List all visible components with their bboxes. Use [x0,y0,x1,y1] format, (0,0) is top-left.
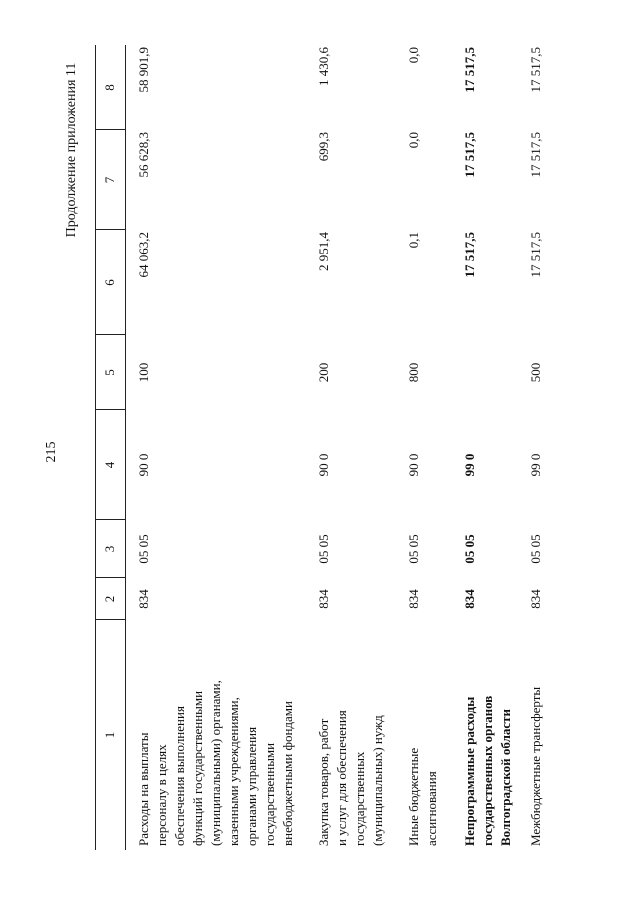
column-number-5: 5 [102,369,117,376]
row-label [315,620,387,846]
appendix-caption: Продолжение приложения 11 [64,62,79,238]
column-number-1: 1 [102,731,117,739]
row-label-line: Закупка товаров, работ [316,718,331,846]
cell-col-5: 200 [316,362,331,383]
cell-col-8: 1 430,6 [316,47,331,86]
row-label-line: Межбюджетные трансферты [528,686,543,846]
row-label-line: внебюджетными фондами [280,701,295,846]
cell-col-3: 05 05 [136,534,151,564]
cell-col-2: 834 [462,589,477,609]
header-bottom-rule [125,45,126,850]
row-label [461,620,515,846]
row-label-line: функций государственными [190,690,205,846]
row-label-line: Расходы на выплаты [136,732,151,846]
cell-col-6: 0,1 [406,232,421,249]
row-label-line: Иные бюджетные [406,747,421,846]
cell-col-7: 17 517,5 [462,132,477,178]
row-label-line: государственными [262,742,277,846]
cell-col-8: 17 517,5 [528,47,543,93]
budget-table [95,45,560,850]
row-label-line: и услуг для обеспечения [334,710,349,846]
cell-col-4: 90 0 [406,453,421,477]
row-label-line: персоналу в целях [154,744,169,846]
row-label [135,620,297,846]
row-label-line: Непрограммные расходы [462,696,477,846]
row-label-line: казенными учреждениями, [226,697,241,846]
cell-col-3: 05 05 [462,534,477,564]
cell-col-3: 05 05 [316,534,331,564]
table-top-rule [95,45,96,850]
cell-col-8: 0,0 [406,47,421,64]
cell-col-5: 500 [528,362,543,383]
cell-col-3: 05 05 [406,534,421,564]
row-label-line: (муниципальных) нужд [370,715,385,846]
cell-col-7: 17 517,5 [528,132,543,178]
cell-col-8: 17 517,5 [462,47,477,93]
cell-col-3: 05 05 [528,534,543,564]
cell-col-4: 90 0 [316,453,331,477]
column-number-2: 2 [102,595,117,603]
row-label-line: Волгоградской области [498,708,513,846]
cell-col-7: 699,3 [316,132,331,162]
cell-col-6: 17 517,5 [528,232,543,278]
cell-col-5: 800 [406,362,421,383]
cell-col-2: 834 [316,589,331,609]
cell-col-8: 58 901,9 [136,47,151,93]
row-label-line: органами управления [244,726,259,846]
cell-col-6: 2 951,4 [316,232,331,271]
page-number: 215 [44,441,59,463]
column-number-6: 6 [102,279,117,286]
cell-col-7: 56 628,3 [136,132,151,178]
cell-col-2: 834 [528,589,543,609]
cell-col-2: 834 [136,589,151,609]
row-label-line: обеспечения выполнения [172,706,187,846]
cell-col-4: 99 0 [462,453,477,477]
cell-col-6: 17 517,5 [462,232,477,278]
column-number-4: 4 [102,461,117,469]
cell-col-6: 64 063,2 [136,232,151,278]
column-number-7: 7 [102,176,117,184]
row-label-line: государственных [352,751,367,846]
cell-col-4: 99 0 [528,453,543,477]
row-label-line: ассигнования [424,771,439,846]
column-number-8: 8 [102,84,117,91]
column-number-3: 3 [102,545,117,553]
row-label [527,620,545,846]
cell-col-5: 100 [136,362,151,383]
cell-col-4: 90 0 [136,453,151,477]
cell-col-7: 0,0 [406,132,421,149]
row-label [405,620,441,846]
row-label-line: государственных органов [480,695,495,846]
row-label-line: (муниципальными) органами, [208,680,223,846]
cell-col-2: 834 [406,589,421,609]
